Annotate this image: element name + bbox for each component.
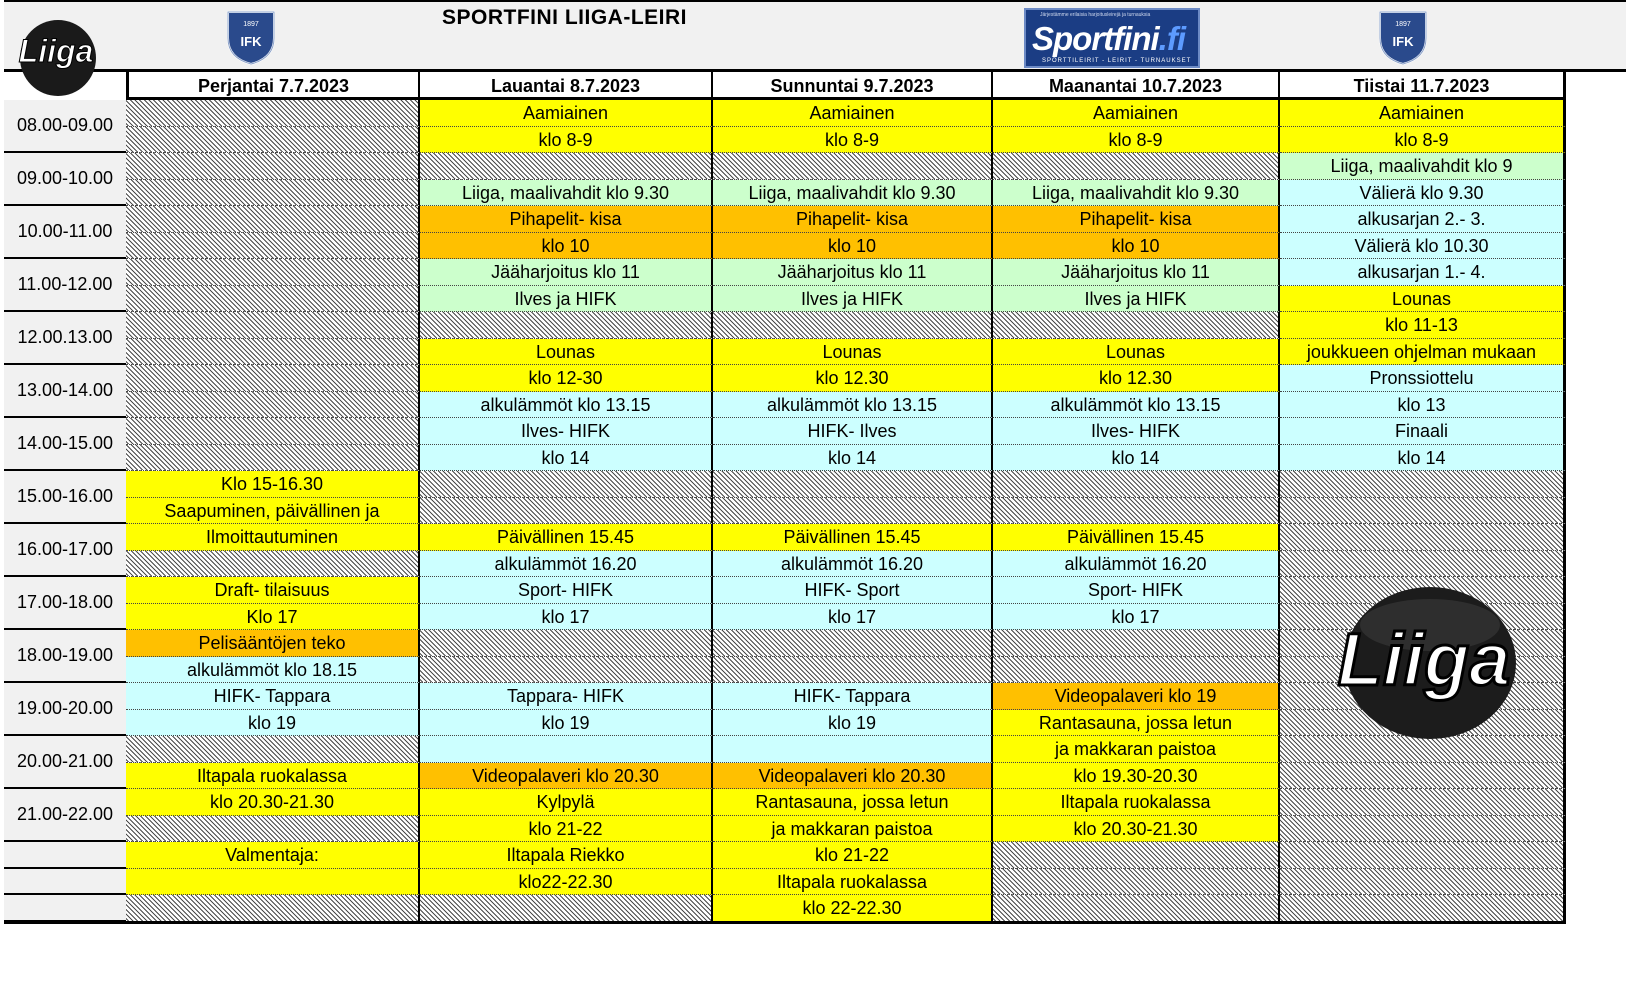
schedule-entry: Liiga, maalivahdit klo 9 — [1280, 153, 1566, 180]
schedule-entry: Liiga, maalivahdit klo 9.30 — [420, 180, 713, 207]
schedule-entry: klo 11-13 — [1280, 312, 1566, 339]
empty-slot — [420, 895, 713, 922]
schedule-entry: alkulämmöt 16.20 — [713, 551, 993, 578]
schedule-entry: Päivällinen 15.45 — [993, 524, 1280, 551]
schedule-entry: HIFK- Tappara — [713, 683, 993, 710]
schedule-entry: Saapuminen, päivällinen ja — [126, 498, 420, 525]
empty-slot — [420, 312, 713, 339]
schedule-entry: Liiga, maalivahdit klo 9.30 — [713, 180, 993, 207]
schedule-entry: Päivällinen 15.45 — [420, 524, 713, 551]
schedule-entry: Pihapelit- kisa — [713, 206, 993, 233]
schedule-entry: klo 12.30 — [993, 365, 1280, 392]
schedule-entry: Iltapala Riekko — [420, 842, 713, 869]
header-band — [4, 0, 1626, 72]
schedule-entry: Rantasauna, jossa letun — [713, 789, 993, 816]
schedule-entry: klo 19.30-20.30 — [993, 763, 1280, 790]
ifk-shield-icon — [1376, 8, 1430, 66]
schedule-entry: Lounas — [713, 339, 993, 366]
empty-slot — [993, 312, 1280, 339]
schedule-entry: Jääharjoitus klo 11 — [993, 259, 1280, 286]
empty-slot — [713, 657, 993, 684]
time-slot-label: 17.00-18.00 — [4, 577, 126, 630]
empty-slot — [1280, 763, 1566, 790]
schedule-entry: Aamiainen — [993, 100, 1280, 127]
schedule-entry: klo 14 — [713, 445, 993, 472]
schedule-entry: alkulämmöt 16.20 — [993, 551, 1280, 578]
schedule-entry: klo 14 — [420, 445, 713, 472]
empty-slot — [420, 657, 713, 684]
empty-slot — [713, 736, 993, 763]
empty-slot — [1280, 816, 1566, 843]
schedule-entry: Ilves ja HIFK — [420, 286, 713, 313]
schedule-entry: alkulämmöt 16.20 — [420, 551, 713, 578]
empty-slot — [126, 259, 420, 286]
empty-slot — [126, 127, 420, 154]
schedule-entry: klo 19 — [420, 710, 713, 737]
schedule-entry: klo 12.30 — [713, 365, 993, 392]
empty-slot — [1280, 869, 1566, 896]
empty-slot — [126, 736, 420, 763]
schedule-entry: Videopalaveri klo 19 — [993, 683, 1280, 710]
schedule-entry: ja makkaran paistoa — [993, 736, 1280, 763]
time-slot-label: 13.00-14.00 — [4, 365, 126, 418]
schedule-sheet — [4, 0, 1626, 928]
empty-slot — [420, 630, 713, 657]
schedule-entry: alkulämmöt klo 13.15 — [420, 392, 713, 419]
schedule-entry: klo 14 — [1280, 445, 1566, 472]
empty-slot — [126, 869, 420, 896]
schedule-entry: klo 10 — [420, 233, 713, 260]
schedule-entry: Välierä klo 9.30 — [1280, 180, 1566, 207]
schedule-grid — [126, 100, 1566, 922]
time-slot-label: 11.00-12.00 — [4, 259, 126, 312]
grid-bottom-border — [4, 921, 1566, 924]
time-slot-label: 15.00-16.00 — [4, 471, 126, 524]
empty-slot — [713, 498, 993, 525]
schedule-entry: Videopalaveri klo 20.30 — [420, 763, 713, 790]
schedule-entry: Kylpylä — [420, 789, 713, 816]
empty-slot — [126, 339, 420, 366]
empty-slot — [126, 418, 420, 445]
schedule-entry: klo 8-9 — [1280, 127, 1566, 154]
time-slot-label: 08.00-09.00 — [4, 100, 126, 153]
schedule-entry: Aamiainen — [420, 100, 713, 127]
schedule-entry: Sport- HIFK — [420, 577, 713, 604]
empty-slot — [993, 153, 1280, 180]
schedule-entry: Ilves ja HIFK — [993, 286, 1280, 313]
schedule-entry: Videopalaveri klo 20.30 — [713, 763, 993, 790]
schedule-entry: Tappara- HIFK — [420, 683, 713, 710]
svg-text:1897: 1897 — [243, 21, 259, 28]
schedule-entry: Sport- HIFK — [993, 577, 1280, 604]
schedule-entry: Lounas — [420, 339, 713, 366]
empty-slot — [993, 657, 1280, 684]
time-slot-label: 18.00-19.00 — [4, 630, 126, 683]
schedule-entry: klo 8-9 — [993, 127, 1280, 154]
empty-slot — [126, 816, 420, 843]
empty-slot — [126, 180, 420, 207]
empty-slot — [713, 312, 993, 339]
time-slot-label — [4, 869, 126, 896]
schedule-entry: Aamiainen — [713, 100, 993, 127]
schedule-entry: alkulämmöt klo 18.15 — [126, 657, 420, 684]
empty-slot — [1280, 551, 1566, 578]
schedule-entry: klo 8-9 — [713, 127, 993, 154]
empty-slot — [1280, 895, 1566, 922]
empty-slot — [126, 312, 420, 339]
time-slot-label: 20.00-21.00 — [4, 736, 126, 789]
schedule-entry: Jääharjoitus klo 11 — [420, 259, 713, 286]
schedule-entry: klo 13 — [1280, 392, 1566, 419]
svg-text:1897: 1897 — [1395, 21, 1411, 28]
schedule-entry: Iltapala ruokalassa — [993, 789, 1280, 816]
empty-slot — [126, 551, 420, 578]
empty-slot — [420, 736, 713, 763]
schedule-entry: Jääharjoitus klo 11 — [713, 259, 993, 286]
time-slot-label — [4, 842, 126, 869]
time-slot-label: 10.00-11.00 — [4, 206, 126, 259]
liiga-logo — [6, 12, 106, 98]
empty-slot — [1280, 789, 1566, 816]
time-slot-label: 16.00-17.00 — [4, 524, 126, 577]
schedule-entry: Ilmoittautuminen — [126, 524, 420, 551]
schedule-entry: klo 20.30-21.30 — [126, 789, 420, 816]
empty-slot — [126, 365, 420, 392]
empty-slot — [1280, 498, 1566, 525]
day-header: Tiistai 11.7.2023 — [1280, 72, 1566, 100]
empty-slot — [420, 153, 713, 180]
empty-slot — [993, 471, 1280, 498]
day-header: Lauantai 8.7.2023 — [420, 72, 713, 100]
empty-slot — [126, 895, 420, 922]
time-slot-label: 21.00-22.00 — [4, 789, 126, 842]
schedule-entry: Valmentaja: — [126, 842, 420, 869]
schedule-entry: klo 14 — [993, 445, 1280, 472]
schedule-entry: alkusarjan 1.- 4. — [1280, 259, 1566, 286]
schedule-entry: klo 21-22 — [713, 842, 993, 869]
page-title: SPORTFINI LIIGA-LEIRI — [442, 6, 687, 29]
empty-slot — [993, 869, 1280, 896]
schedule-entry: klo22-22.30 — [420, 869, 713, 896]
schedule-entry: klo 20.30-21.30 — [993, 816, 1280, 843]
time-slot-label: 09.00-10.00 — [4, 153, 126, 206]
schedule-entry: klo 19 — [713, 710, 993, 737]
svg-text:Liiga: Liiga — [18, 33, 94, 69]
schedule-entry: Pelisääntöjen teko — [126, 630, 420, 657]
schedule-entry: Lounas — [993, 339, 1280, 366]
schedule-entry: Ilves- HIFK — [420, 418, 713, 445]
schedule-entry: Aamiainen — [1280, 100, 1566, 127]
schedule-entry: klo 10 — [713, 233, 993, 260]
empty-slot — [713, 471, 993, 498]
schedule-entry: alkulämmöt klo 13.15 — [713, 392, 993, 419]
schedule-entry: Klo 17 — [126, 604, 420, 631]
empty-slot — [126, 445, 420, 472]
schedule-entry: klo 22-22.30 — [713, 895, 993, 922]
liiga-logo — [1320, 585, 1526, 745]
schedule-entry: klo 21-22 — [420, 816, 713, 843]
empty-slot — [1280, 524, 1566, 551]
time-column — [4, 100, 126, 922]
empty-slot — [993, 630, 1280, 657]
svg-text:IFK: IFK — [1392, 34, 1414, 49]
schedule-entry: ja makkaran paistoa — [713, 816, 993, 843]
schedule-entry: Välierä klo 10.30 — [1280, 233, 1566, 260]
schedule-entry: Ilves ja HIFK — [713, 286, 993, 313]
schedule-entry: joukkueen ohjelman mukaan — [1280, 339, 1566, 366]
day-header: Maanantai 10.7.2023 — [993, 72, 1280, 100]
empty-slot — [126, 286, 420, 313]
empty-slot — [1280, 842, 1566, 869]
empty-slot — [1280, 471, 1566, 498]
time-slot-label: 12.00.13.00 — [4, 312, 126, 365]
empty-slot — [713, 153, 993, 180]
empty-slot — [126, 392, 420, 419]
schedule-entry: Päivällinen 15.45 — [713, 524, 993, 551]
schedule-entry: Pihapelit- kisa — [420, 206, 713, 233]
schedule-entry: Iltapala ruokalassa — [126, 763, 420, 790]
time-slot-label: 14.00-15.00 — [4, 418, 126, 471]
schedule-entry: alkulämmöt klo 13.15 — [993, 392, 1280, 419]
empty-slot — [126, 153, 420, 180]
ifk-shield-icon — [224, 8, 278, 66]
schedule-entry: Pronssiottelu — [1280, 365, 1566, 392]
day-header: Sunnuntai 9.7.2023 — [713, 72, 993, 100]
schedule-entry: Pihapelit- kisa — [993, 206, 1280, 233]
schedule-entry: Draft- tilaisuus — [126, 577, 420, 604]
empty-slot — [993, 498, 1280, 525]
schedule-entry: HIFK- Sport — [713, 577, 993, 604]
schedule-entry: Rantasauna, jossa letun — [993, 710, 1280, 737]
schedule-entry: klo 17 — [420, 604, 713, 631]
time-slot-label: 19.00-20.00 — [4, 683, 126, 736]
schedule-entry: Liiga, maalivahdit klo 9.30 — [993, 180, 1280, 207]
empty-slot — [993, 895, 1280, 922]
schedule-entry: klo 10 — [993, 233, 1280, 260]
schedule-entry: klo 17 — [993, 604, 1280, 631]
schedule-entry: Lounas — [1280, 286, 1566, 313]
empty-slot — [126, 233, 420, 260]
schedule-entry: Iltapala ruokalassa — [713, 869, 993, 896]
empty-slot — [713, 630, 993, 657]
schedule-entry: Klo 15-16.30 — [126, 471, 420, 498]
schedule-entry: Ilves- HIFK — [993, 418, 1280, 445]
empty-slot — [420, 471, 713, 498]
schedule-entry: klo 17 — [713, 604, 993, 631]
svg-text:IFK: IFK — [240, 34, 262, 49]
sportfini-logo: Järjestämme erilaisia harjoitusleirejä ja turnauksia Sportfini.fi SPORTTILEIRIT - LEIRIT - TURNAUKSET — [1024, 8, 1200, 68]
empty-slot — [126, 206, 420, 233]
schedule-entry: klo 8-9 — [420, 127, 713, 154]
day-header: Perjantai 7.7.2023 — [126, 72, 420, 100]
empty-slot — [126, 100, 420, 127]
schedule-entry: HIFK- Tappara — [126, 683, 420, 710]
svg-text:Liiga: Liiga — [1337, 618, 1511, 701]
schedule-entry: alkusarjan 2.- 3. — [1280, 206, 1566, 233]
time-slot-label — [4, 895, 126, 922]
schedule-entry: klo 12-30 — [420, 365, 713, 392]
schedule-entry: klo 19 — [126, 710, 420, 737]
empty-slot — [993, 842, 1280, 869]
schedule-entry: HIFK- Ilves — [713, 418, 993, 445]
empty-slot — [420, 498, 713, 525]
schedule-entry: Finaali — [1280, 418, 1566, 445]
